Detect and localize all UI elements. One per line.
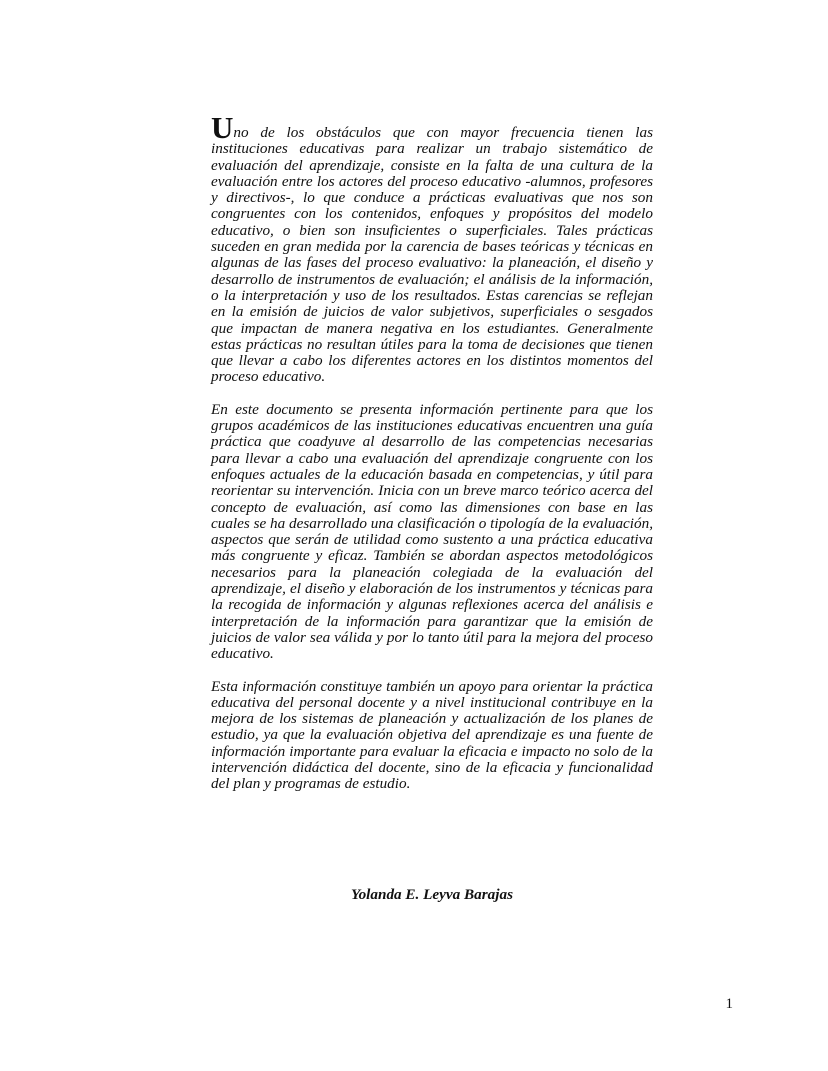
- paragraph-support: Esta información constituye también un apoyo para orientar la práctica educativa del personal docente y a nivel institucional contribuye en la mejora de los sistemas de planeación y actualización de los planes de estudio, ya que la evaluación objetiva del aprendizaje es una fuente de información importante para evaluar la eficacia e impacto no solo de la intervención didáctica del docente, sino de la eficacia y funcionalidad del plan y programas de estudio.: [211, 677, 653, 793]
- page-number: 1: [725, 996, 733, 1012]
- document-body: [211, 110, 653, 793]
- drop-cap: U: [211, 110, 234, 145]
- paragraph-intro-text: no de los obstáculos que con mayor frecuencia tienen las instituciones educativas para realizar un trabajo sistemático de evaluación del aprendizaje, consiste en la falta de una cultura de la evaluación entre los actores del proceso educativo -alumnos, profesores y directivos-, lo que conduce a prácticas evaluativas que nos son congruentes con los contenidos, enfoques y propósitos del modelo educativo, o bien son insuficientes o superficiales. Tales prácticas suceden en gran medida por la carencia de bases teóricas y técnicas en algunas de las fases del proceso evaluativo: la planeación, el diseño y desarrollo de instrumentos de evaluación; el análisis de la información, o la interpretación y uso de los resultados. Estas carencias se reflejan en la emisión de juicios de valor subjetivos, superficiales o sesgados que impactan de manera negativa en los estudiantes. Generalmente estas prácticas no resultan útiles para la toma de decisiones que tienen que llevar a cabo los diferentes actores en los distintos momentos del proceso educativo.: [211, 124, 653, 386]
- paragraph-document-purpose: En este documento se presenta información pertinente para que los grupos académicos de las instituciones educativas encuentren una guía práctica que coadyuve al desarrollo de las competencias necesarias para llevar a cabo una evaluación del aprendizaje congruente con los enfoques actuales de la educación basada en competencias, y útil para reorientar su intervención. Inicia con un breve marco teórico acerca del concepto de evaluación, así como las dimensiones con base en las cuales se ha desarrollado una clasificación o tipología de la evaluación, aspectos que serán de utilidad como sustento a una práctica educativa más congruente y eficaz. También se abordan aspectos metodológicos necesarios para la planeación colegiada de la evaluación del aprendizaje, el diseño y elaboración de los instrumentos y técnicas para la recogida de información y algunas reflexiones acerca del análisis e interpretación de la información para garantizar que la emisión de juicios de valor sea válida y por lo tanto útil para la mejora del proceso educativo.: [211, 400, 653, 663]
- paragraph-intro: [211, 110, 653, 386]
- author-signature: Yolanda E. Leyva Barajas: [351, 886, 513, 903]
